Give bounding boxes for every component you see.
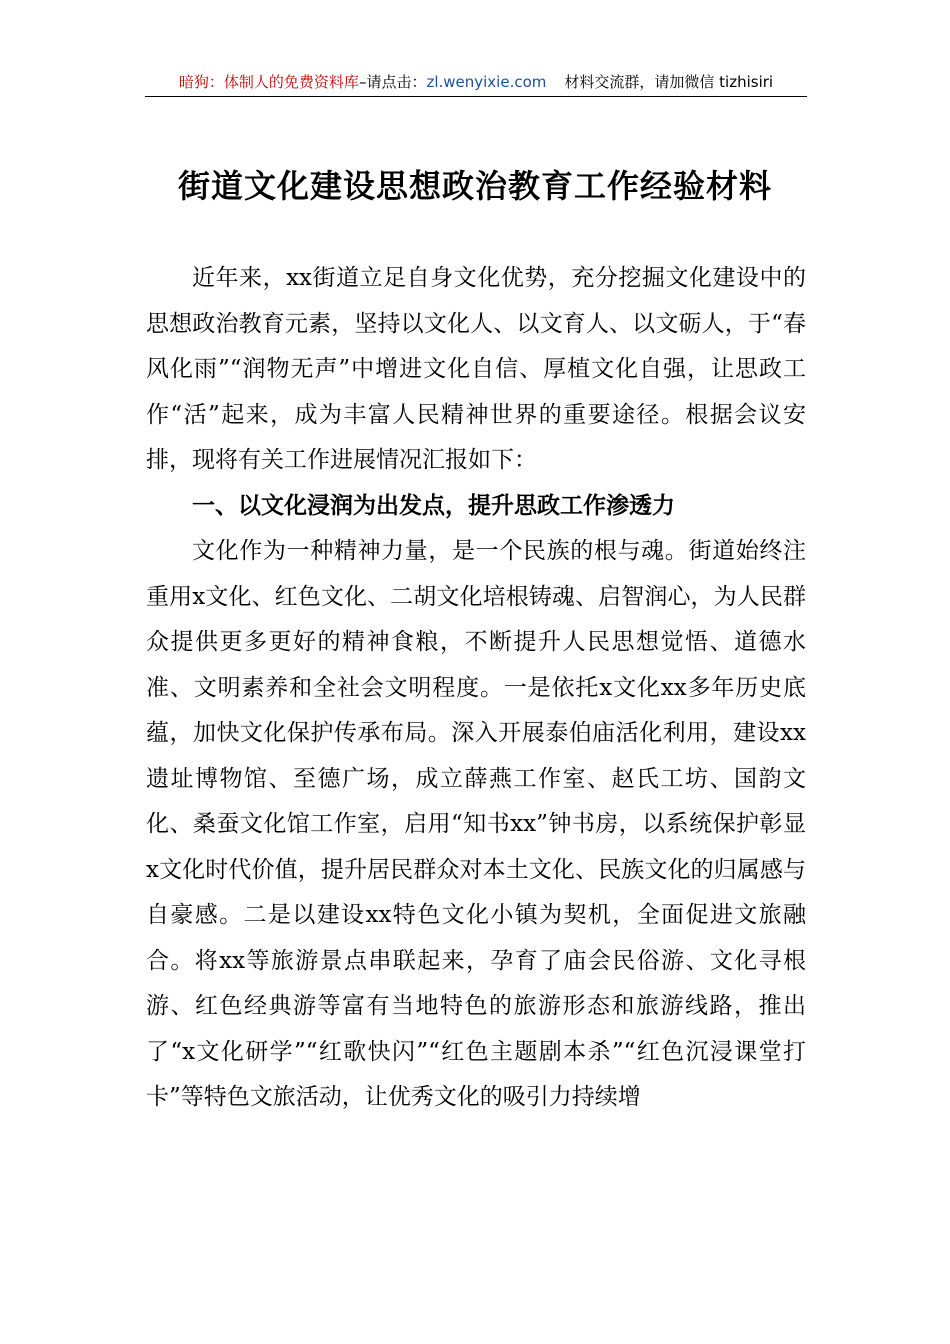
click-prompt: –请点击： bbox=[358, 73, 427, 91]
site-label: 暗狗：体制人的免费资料库 bbox=[178, 73, 359, 91]
site-url-link[interactable]: zl.wenyixie.com bbox=[426, 73, 547, 91]
page-header bbox=[145, 68, 807, 97]
section-heading-1: 一、以文化浸润为出发点，提升思政工作渗透力 bbox=[192, 492, 675, 519]
contact-info: 材料交流群，请加微信 tizhisiri bbox=[564, 73, 774, 91]
document-body bbox=[146, 256, 806, 1121]
intro-paragraph: 近年来，xx街道立足自身文化优势，充分挖掘文化建设中的思想政治教育元素，坚持以文化人、以文育人、以文砺人，于“春风化雨”“润物无声”中增进文化自信、厚植文化自强，让思政工作“活”起来，成为丰富人民精神世界的重要途径。根据会议安排，现将有关工作进展情况汇报如下： bbox=[146, 265, 806, 473]
document-title: 街道文化建设思想政治教育工作经验材料 bbox=[177, 167, 772, 205]
section-paragraph-1: 文化作为一种精神力量，是一个民族的根与魂。街道始终注重用x文化、红色文化、二胡文化培根铸魂、启智润心，为人民群众提供更多更好的精神食粮，不断提升人民思想觉悟、道德水准、文明素养和全社会文明程度。一是依托x文化xx多年历史底蕴，加快文化保护传承布局。深入开展泰伯庙活化利用，建设xx遗址博物馆、至德广场，成立薛燕工作室、赵氏工坊、国韵文化、桑蚕文化馆工作室，启用“知书xx”钟书房，以系统保护彰显x文化时代价值，提升居民群众对本土文化、民族文化的归属感与自豪感。二是以建设xx特色文化小镇为契机，全面促进文旅融合。将xx等旅游景点串联起来，孕育了庙会民俗游、文化寻根游、红色经典游等富有当地特色的旅游形态和旅游线路，推出了“x文化研学”“红歌快闪”“红色主题剧本杀”“红色沉浸课堂打卡”等特色文旅活动，让优秀文化的吸引力持续增 bbox=[146, 538, 806, 1110]
